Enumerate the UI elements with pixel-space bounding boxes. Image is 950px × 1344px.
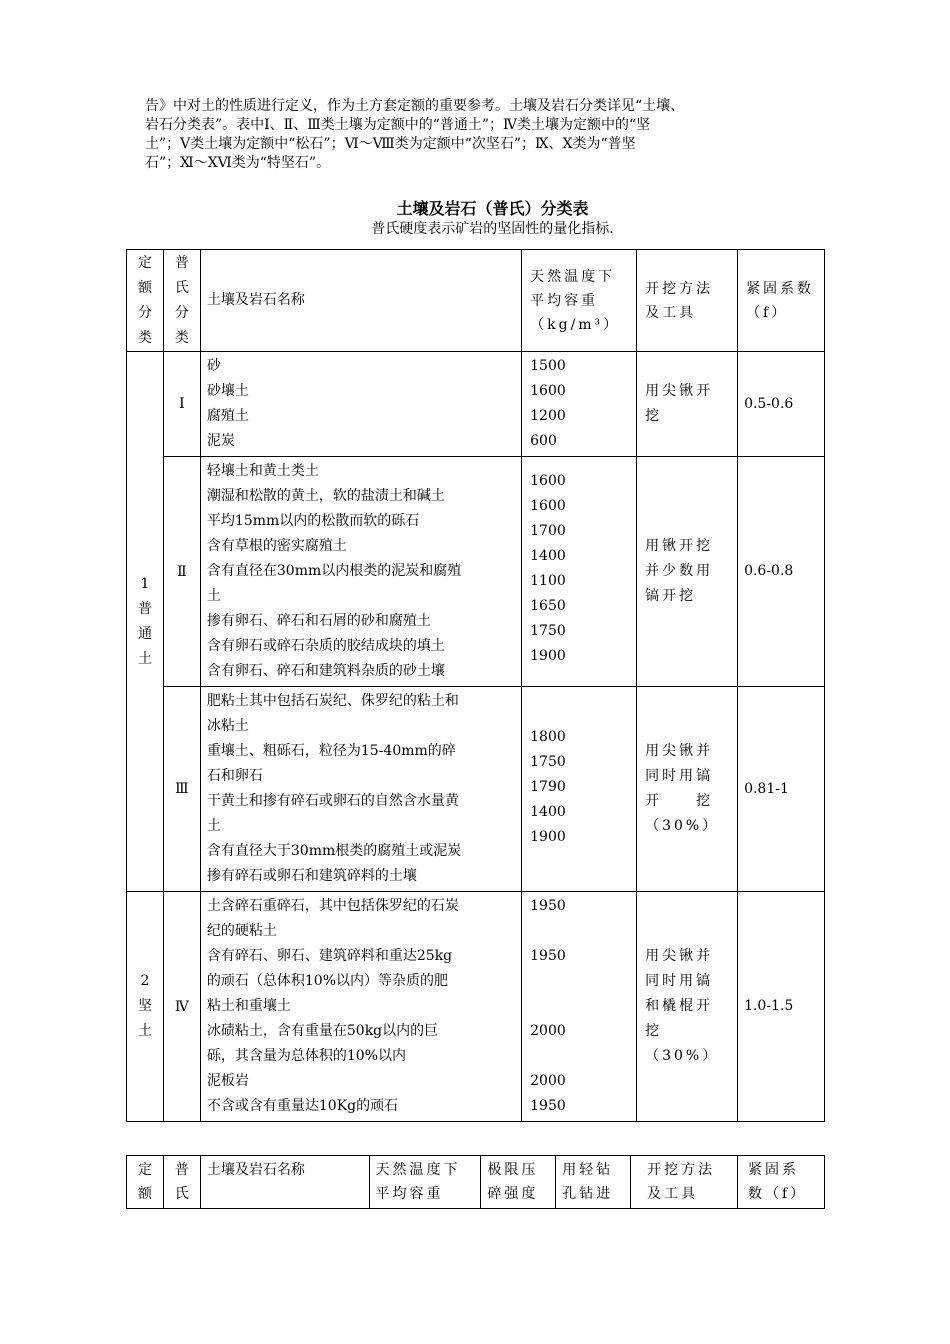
- table-subtitle: 普氏硬度表示矿岩的坚固性的量化指标.: [371, 221, 614, 237]
- header-protodyakonov-class: 普 氏: [163, 1156, 200, 1209]
- group-label-hard-soil: 2 坚 土: [127, 892, 164, 1122]
- header-density: 天然温度下 平均容重: [369, 1156, 481, 1209]
- intro-line: 土”；Ⅴ类土壤为定额中“松石”；Ⅵ～Ⅷ类为定额中“次坚石”；Ⅸ、Ⅹ类为“普坚: [145, 136, 636, 152]
- table-row: [127, 687, 825, 892]
- intro-paragraph: [145, 97, 810, 173]
- header-density: 天然温度下 平均容重 （kg/m³）: [522, 250, 637, 352]
- header-method: 开挖方法 及工具: [631, 1156, 738, 1209]
- table-title: 土壤及岩石（普氏）分类表: [396, 199, 589, 218]
- names-cell: 轻壤土和黄土类土 潮湿和松散的黄土，软的盐渍土和碱土 平均15mm以内的松散而软的砾石 含有草根的密实腐殖土 含有直径在30mm以内根类的泥炭和腐殖 土 掺有卵石、碎石和石屑的砂和腐殖土 含有卵石或碎石杂质的胶结成块的填土 含有卵石、碎石和建筑料杂质的砂土壤: [200, 457, 521, 687]
- table-row: [127, 352, 825, 457]
- method-cell: 用尖锹并 同时用镐 和橇棍开 挖（30%）: [637, 892, 738, 1122]
- coefficient-cell: 0.81-1: [738, 687, 825, 892]
- names-cell: 肥粘土其中包括石炭纪、侏罗纪的粘土和 冰粘土 重壤土、粗砾石，粒径为15-40mm的碎 石和卵石 干黄土和掺有碎石或卵石的自然含水量黄 土 含有直径大于30mm根类的腐殖土或泥炭 掺有碎石或卵石和建筑碎料的土壤: [200, 687, 521, 892]
- header-coefficient: 紧固系数 （f）: [738, 250, 825, 352]
- header-strength: 极限压 碎强度: [481, 1156, 556, 1209]
- soil-classification-table-continued: [126, 1155, 825, 1209]
- class-cell: Ⅲ: [163, 687, 200, 892]
- header-name: 土壤及岩石名称: [200, 1156, 369, 1209]
- class-cell: Ⅱ: [163, 457, 200, 687]
- soil-classification-table: [126, 249, 825, 1122]
- density-cell: 1800 1750 1790 1400 1900: [522, 687, 637, 892]
- table-header-row: [127, 1156, 825, 1209]
- method-cell: 用锹开挖 并少数用 镐开挖: [637, 457, 738, 687]
- names-cell: 砂 砂壤土 腐殖土 泥炭: [200, 352, 521, 457]
- group-label-ordinary-soil: 1 普 通 土: [127, 352, 164, 892]
- intro-line: 岩石分类表”。表中Ⅰ、Ⅱ、Ⅲ类土壤为定额中的“普通土”；Ⅳ类土壤为定额中的“坚: [145, 117, 651, 133]
- header-method: 开挖方法 及工具: [637, 250, 738, 352]
- header-drilling: 用轻钻 孔钻进: [556, 1156, 631, 1209]
- method-cell: 用尖锹并 同时用镐 开 挖 （30%）: [637, 687, 738, 892]
- class-cell: Ⅰ: [163, 352, 200, 457]
- coefficient-cell: 0.6-0.8: [738, 457, 825, 687]
- method-cell: 用尖锹开 挖: [637, 352, 738, 457]
- table-row: [127, 457, 825, 687]
- density-cell: 1600 1600 1700 1400 1100 1650 1750 1900: [522, 457, 637, 687]
- header-protodyakonov-class: 普 氏 分 类: [163, 250, 200, 352]
- names-cell: 土含碎石重碎石，其中包括侏罗纪的石炭 纪的硬粘土 含有碎石、卵石、建筑碎料和重达25kg 的顽石（总体积10%以内）等杂质的肥 粘土和重壤土 冰碛粘土，含有重量在50kg以内的巨 砾，其含量为总体积的10%以内 泥板岩 不含或含有重量达10Kg的顽石: [200, 892, 521, 1122]
- coefficient-cell: 0.5-0.6: [738, 352, 825, 457]
- header-quota-class: 定 额: [127, 1156, 164, 1209]
- header-name: 土壤及岩石名称: [200, 250, 521, 352]
- intro-line: 告》中对土的性质进行定义，作为土方套定额的重要参考。土壤及岩石分类详见“土壤、: [145, 98, 685, 114]
- table-header-row: [127, 250, 825, 352]
- density-cell: 1500 1600 1200 600: [522, 352, 637, 457]
- class-cell: Ⅳ: [163, 892, 200, 1122]
- header-quota-class: 定 额 分 类: [127, 250, 164, 352]
- density-cell: 1950 1950 2000 2000 1950: [522, 892, 637, 1122]
- table-row: [127, 892, 825, 1122]
- header-coefficient: 紧固系 数（f）: [737, 1156, 824, 1209]
- coefficient-cell: 1.0-1.5: [738, 892, 825, 1122]
- intro-line: 石”；Ⅺ～ⅩⅥ类为“特坚石”。: [145, 155, 331, 171]
